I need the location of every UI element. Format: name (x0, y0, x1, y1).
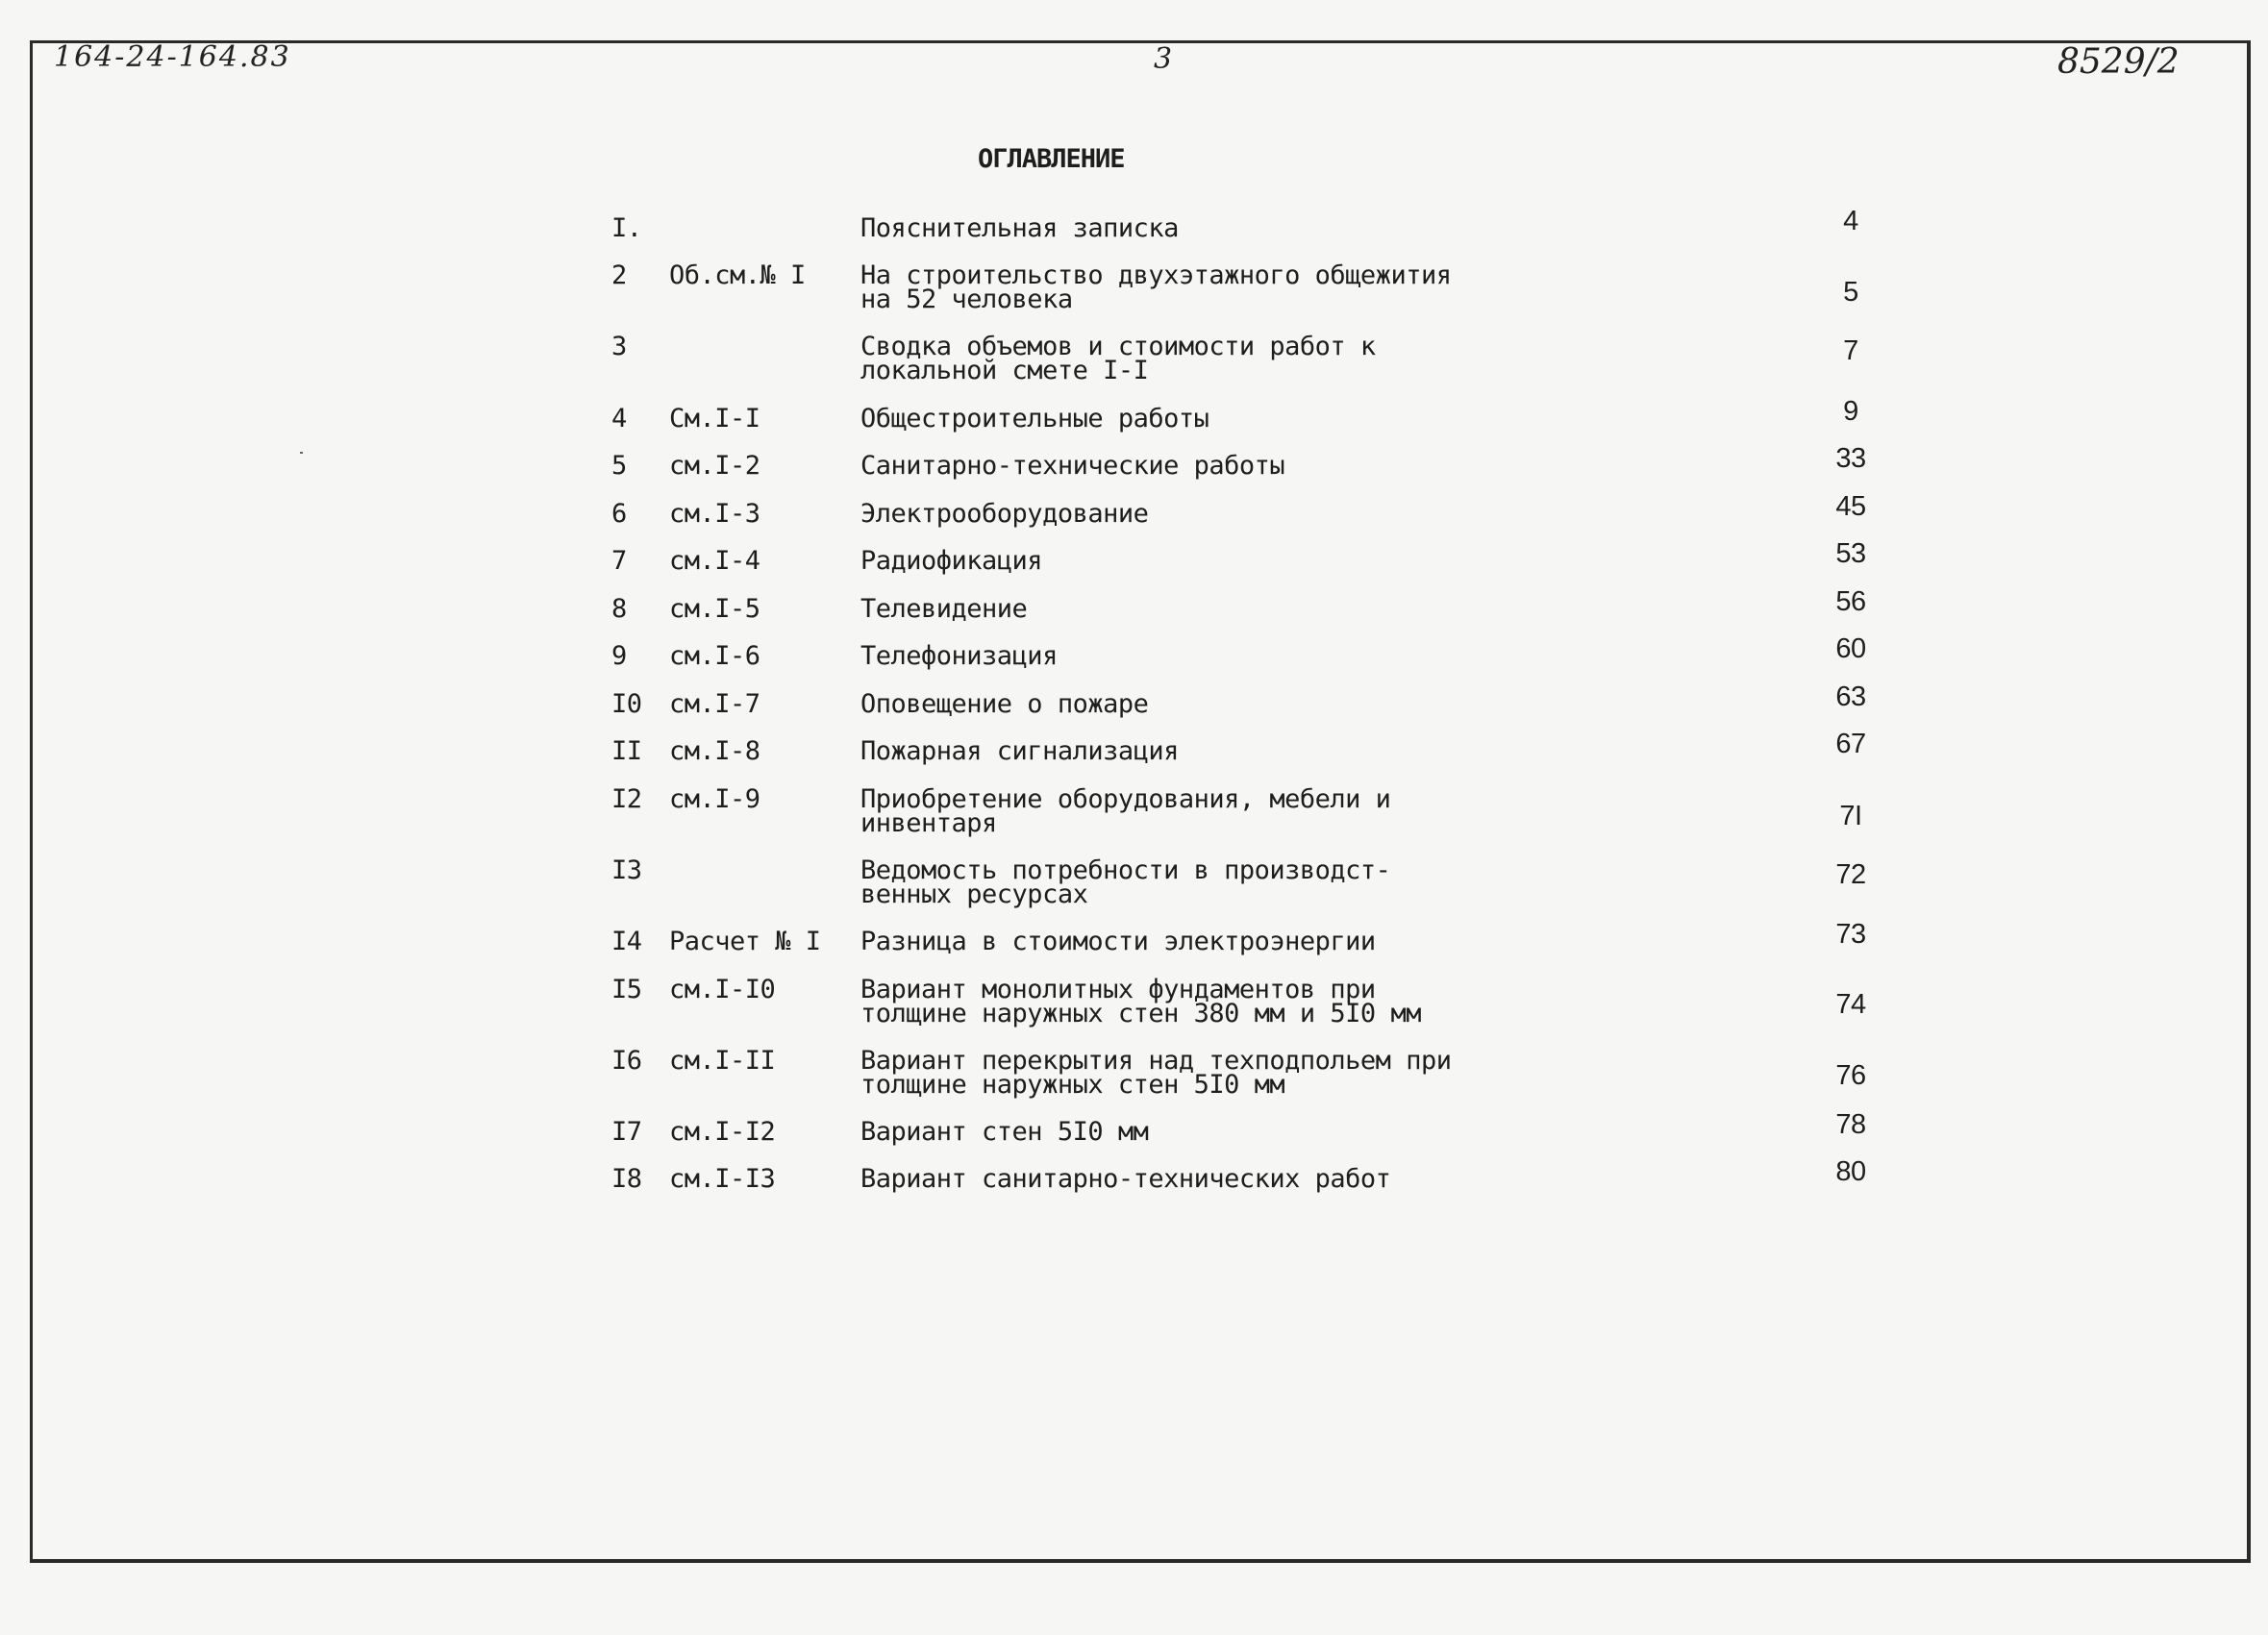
toc-number: 5 (611, 451, 627, 481)
toc-title: Пожарная сигнализация (860, 736, 1179, 766)
toc-page: 78 (1835, 1109, 1866, 1140)
toc-number: I4 (611, 927, 642, 956)
toc-page: 7 (1843, 335, 1858, 366)
toc-code: см.I-I2 (669, 1117, 776, 1147)
toc-page: 4 (1843, 206, 1858, 236)
document-code: 164-24-164.83 (54, 40, 291, 74)
toc-title: Оповещение о пожаре (860, 689, 1149, 719)
page-title: ОГЛАВЛЕНИЕ (978, 144, 1125, 174)
toc-code: см.I-5 (669, 594, 760, 624)
toc-title: Санитарно-технические работы (860, 451, 1285, 481)
toc-code: См.I-I (669, 404, 760, 434)
toc-page: 76 (1835, 1060, 1866, 1091)
toc-code: см.I-4 (669, 546, 760, 576)
toc-page: 33 (1835, 443, 1866, 474)
toc-code: см.I-7 (669, 689, 760, 719)
toc-page: 9 (1843, 396, 1858, 427)
toc-page: 67 (1835, 729, 1866, 759)
toc-page: 53 (1835, 538, 1866, 569)
toc-page: 7I (1839, 801, 1862, 831)
toc-page: 63 (1835, 681, 1866, 712)
toc-title: Общестроительные работы (860, 404, 1209, 434)
toc-title: Телевидение (860, 594, 1028, 624)
toc-number: 8 (611, 594, 627, 624)
toc-title: Телефонизация (860, 641, 1058, 671)
toc-page: 72 (1835, 859, 1866, 890)
archive-number: 8529/2 (2057, 42, 2180, 82)
toc-title: Пояснительная записка (860, 213, 1179, 243)
toc-code: см.I-8 (669, 736, 760, 766)
toc-title: Приобретение оборудования, мебели и инвентаря (860, 784, 1391, 838)
toc-title: Радиофикация (860, 546, 1043, 576)
toc-page: 60 (1835, 633, 1866, 664)
toc-title: Вариант монолитных фундаментов при толщине наружных стен 380 мм и 5I0 мм (860, 975, 1421, 1028)
toc-number: I8 (611, 1164, 642, 1194)
toc-number: 9 (611, 641, 627, 671)
toc-number: 2 (611, 260, 627, 290)
toc-number: I3 (611, 855, 642, 885)
toc-code: см.I-6 (669, 641, 760, 671)
toc-code: см.I-I3 (669, 1164, 776, 1194)
toc-code: см.I-3 (669, 499, 760, 529)
page-number: 3 (1154, 42, 1173, 76)
toc-page: 45 (1835, 491, 1866, 522)
toc-number: I7 (611, 1117, 642, 1147)
toc-number: II (611, 736, 642, 766)
toc-number: 4 (611, 404, 627, 434)
toc-number: 7 (611, 546, 627, 576)
toc-number: I. (611, 213, 642, 243)
toc-page: 73 (1835, 919, 1866, 950)
toc-number: I2 (611, 784, 642, 814)
toc-title: Сводка объемов и стоимости работ к локальной смете I-I (860, 332, 1376, 385)
toc-number: I6 (611, 1046, 642, 1076)
toc-number: 3 (611, 332, 627, 361)
toc-title: Вариант стен 5I0 мм (860, 1117, 1149, 1147)
toc-page: 5 (1843, 277, 1858, 308)
toc-title: На строительство двухэтажного общежития на 52 человека (860, 260, 1452, 314)
toc-code: см.I-I0 (669, 975, 776, 1004)
toc-title: Вариант перекрытия над техподпольем при толщине наружных стен 5I0 мм (860, 1046, 1452, 1100)
toc-number: I5 (611, 975, 642, 1004)
toc-code: Расчет № I (669, 927, 821, 956)
toc-title: Разница в стоимости электроэнергии (860, 927, 1376, 956)
toc-page: 80 (1835, 1156, 1866, 1187)
toc-page: 56 (1835, 586, 1866, 617)
toc-number: 6 (611, 499, 627, 529)
toc-code: Об.см.№ I (669, 260, 806, 290)
toc-title: Вариант санитарно-технических работ (860, 1164, 1391, 1194)
toc-code: см.I-II (669, 1046, 776, 1076)
toc-title: Электрооборудование (860, 499, 1149, 529)
toc-page: 74 (1835, 989, 1866, 1020)
toc-title: Ведомость потребности в производст- венных ресурсах (860, 855, 1391, 909)
toc-code: см.I-2 (669, 451, 760, 481)
toc-code: см.I-9 (669, 784, 760, 814)
toc-number: I0 (611, 689, 642, 719)
